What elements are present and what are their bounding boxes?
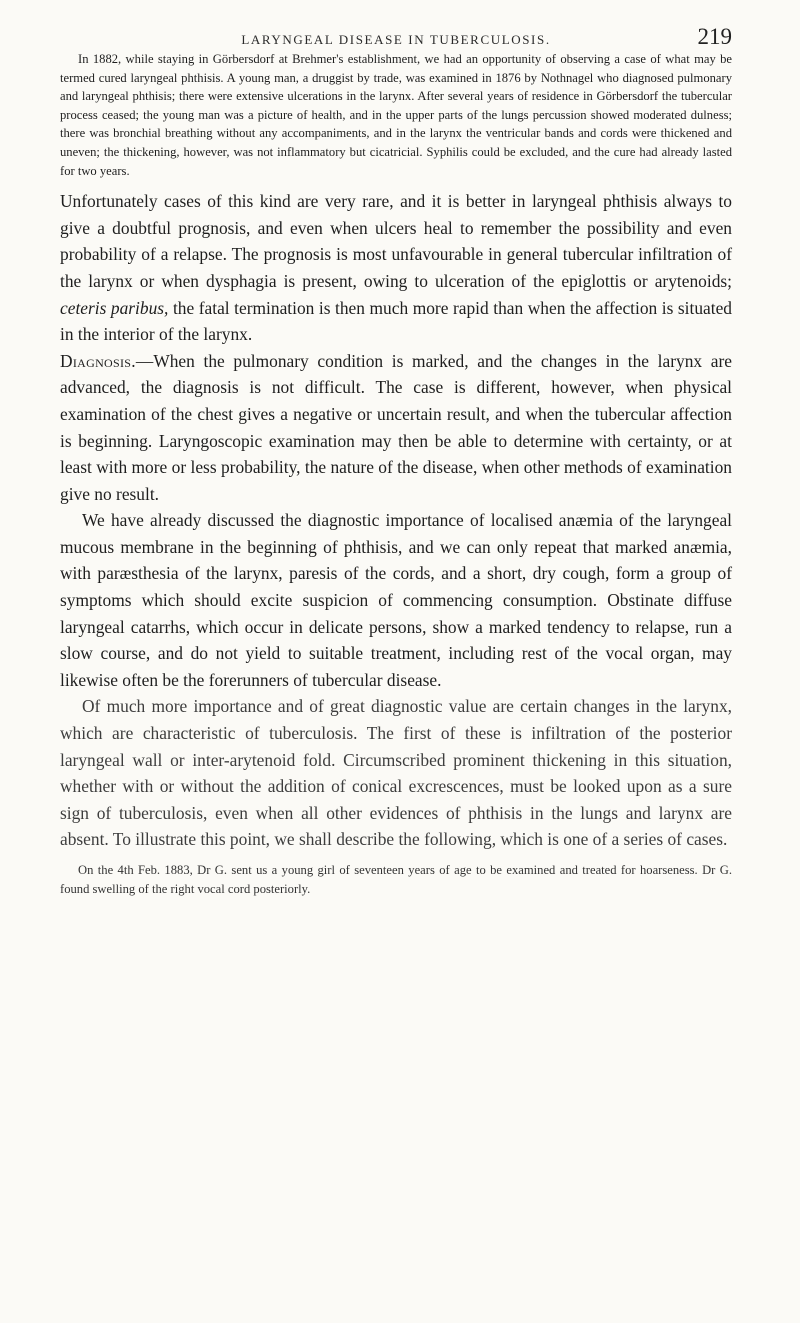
prognosis-text-before: Unfortunately cases of this kind are very rare, and it is better in laryngeal phthisis always to give a doubtful prognosis, and even when ulcers heal to remember the possibility and even probability of a relapse. The prognosis is most unfavourable in general tubercular infiltration of the larynx or when dysphagia is present, owing to ulceration of the epiglottis or arytenoids;	[60, 191, 732, 291]
case-note-block	[60, 861, 732, 898]
anaemia-paragraph: We have already discussed the diagnostic importance of localised anæmia of the laryngeal mucous membrane in the beginning of phthisis, and we can only repeat that marked anæmia, with paræsthesia of the larynx, paresis of the cords, and a short, dry cough, form a group of symptoms which should excite suspicion of commencing consumption. Obstinate diffuse laryngeal catarrhs, which occur in delicate persons, show a marked tendency to relapse, run a slow course, and do not yield to suitable treatment, including rest of the vocal organ, may likewise often be the forerunners of tubercular disease.	[60, 510, 732, 690]
running-head	[60, 22, 732, 50]
infiltration-paragraph: Of much more importance and of great diagnostic value are certain changes in the larynx, which are characteristic of tuberculosis. The first of these is infiltration of the posterior laryngeal wall or inter-arytenoid fold. Circumscribed prominent thickening in this situation, whether with or without the addition of conical excrescences, must be looked upon as a sure sign of tuberculosis, even when all other evidences of phthisis in the lungs and larynx are absent. To illustrate this point, we shall describe the following, which is one of a series of cases.	[60, 696, 732, 850]
page-number: 219	[697, 24, 732, 49]
diagnosis-paragraph	[60, 348, 732, 508]
running-title: LARYNGEAL DISEASE IN TUBERCULOSIS.	[241, 32, 551, 47]
intro-case-block	[60, 50, 732, 180]
main-text	[60, 188, 732, 853]
book-page	[60, 22, 732, 898]
prognosis-italic: ceteris paribus,	[60, 297, 169, 318]
case-note: On the 4th Feb. 1883, Dr G. sent us a young girl of seventeen years of age to be examined and treated for hoarseness. Dr G. found swelling of the right vocal cord posteriorly.	[60, 863, 732, 896]
prognosis-paragraph	[60, 188, 732, 348]
prognosis-text-after: the fatal termination is then much more rapid than when the affection is situated in the interior of the larynx.	[60, 297, 733, 345]
diagnosis-text: —When the pulmonary condition is marked, and the changes in the larynx are advanced, the diagnosis is not difficult. The case is different, however, when physical examination of the chest gives a negative or uncertain result, and when the tubercular affection is beginning. Laryngoscopic examination may then be able to determine with certainty, or at least with more or less probability, the nature of the disease, when other methods of examination give no result.	[60, 350, 732, 504]
intro-paragraph: In 1882, while staying in Görbersdorf at Brehmer's establishment, we had an opportunity of observing a case of what may be termed cured laryngeal phthisis. A young man, a druggist by trade, was examined in 1876 by Nothnagel who diagnosed pulmonary and laryngeal phthisis; there were extensive ulcerations in the larynx. After several years of residence in Görbersdorf the tubercular process ceased; the young man was a picture of health, and in the upper parts of the lungs percussion showed moderated dulness; there was bronchial breathing without any accompaniments, and in the larynx the ventricular bands and cords were thickened and uneven; the thickening, however, was not inflammatory but cicatricial. Syphilis could be excluded, and the cure had already lasted for two years.	[60, 52, 732, 178]
diagnosis-heading: Diagnosis.	[60, 350, 136, 371]
